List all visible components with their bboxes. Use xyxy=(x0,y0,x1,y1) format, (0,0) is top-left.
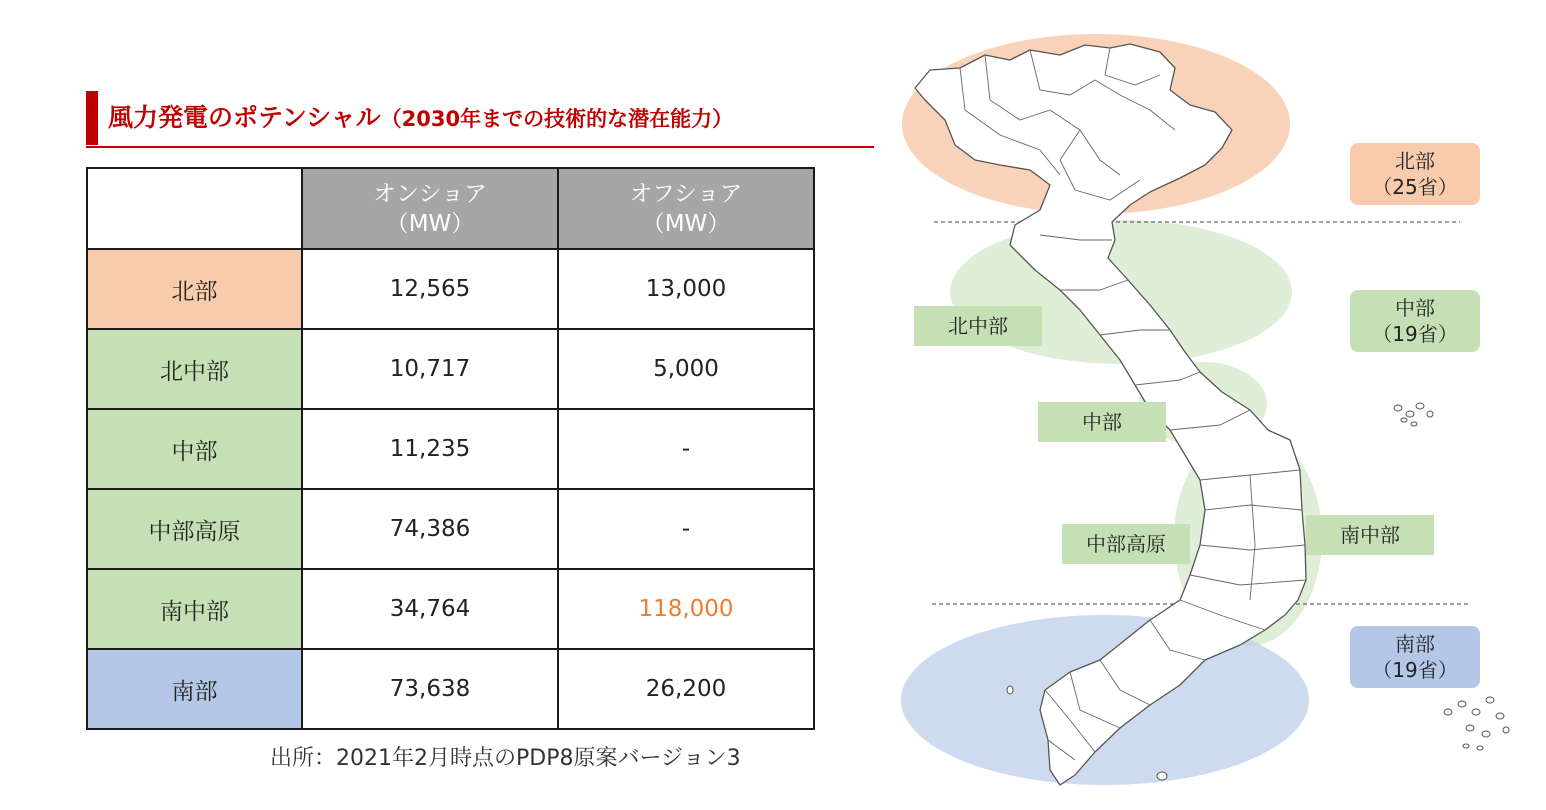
header-offshore-line1: オフショア xyxy=(629,180,743,207)
region-cell: 中部 xyxy=(87,409,302,489)
table-header-row xyxy=(87,168,814,249)
onshore-cell: 11,235 xyxy=(302,409,558,489)
source-note: 出所：2021年2月時点のPDP8原案バージョン3 xyxy=(270,746,741,771)
legend-central xyxy=(1350,290,1480,352)
header-onshore xyxy=(302,168,558,249)
offshore-cell: 13,000 xyxy=(558,249,814,329)
offshore-cell-highlight: 118,000 xyxy=(558,569,814,649)
onshore-cell: 12,565 xyxy=(302,249,558,329)
header-blank-cell xyxy=(87,168,302,249)
region-cell: 北部 xyxy=(87,249,302,329)
legend-north-name: 北部 xyxy=(1395,149,1435,173)
offshore-cell: 26,200 xyxy=(558,649,814,729)
header-offshore-line2: （MW） xyxy=(641,210,731,237)
offshore-cell: 5,000 xyxy=(558,329,814,409)
label-central: 中部 xyxy=(1038,402,1166,442)
label-central-highlands: 中部高原 xyxy=(1062,524,1190,564)
label-south-central: 南中部 xyxy=(1306,515,1434,555)
page-title xyxy=(108,96,733,140)
region-cell: 中部高原 xyxy=(87,489,302,569)
onshore-cell: 34,764 xyxy=(302,569,558,649)
wind-potential-table xyxy=(86,167,815,730)
onshore-cell: 74,386 xyxy=(302,489,558,569)
title-underline xyxy=(86,146,874,148)
legend-north xyxy=(1350,143,1480,205)
title-main: 風力発電のポテンシャル xyxy=(108,103,381,132)
legend-south-count: （19省） xyxy=(1372,658,1458,682)
onshore-cell: 73,638 xyxy=(302,649,558,729)
title-accent-bar xyxy=(86,91,98,145)
header-onshore-line2: （MW） xyxy=(385,210,475,237)
title-subtitle: （2030年までの技術的な潜在能力） xyxy=(380,107,734,131)
legend-south xyxy=(1350,626,1480,688)
legend-north-count: （25省） xyxy=(1372,175,1458,199)
legend-south-name: 南部 xyxy=(1395,632,1435,656)
header-offshore xyxy=(558,168,814,249)
table-row xyxy=(87,329,814,409)
label-north-central: 北中部 xyxy=(914,306,1042,346)
offshore-cell: - xyxy=(558,489,814,569)
vietnam-region-map xyxy=(880,0,1546,810)
table-row xyxy=(87,489,814,569)
table-row xyxy=(87,569,814,649)
onshore-cell: 10,717 xyxy=(302,329,558,409)
region-cell: 南中部 xyxy=(87,569,302,649)
table-row xyxy=(87,649,814,729)
legend-central-count: （19省） xyxy=(1372,322,1458,346)
header-onshore-line1: オンショア xyxy=(373,180,487,207)
legend-central-name: 中部 xyxy=(1395,296,1435,320)
region-cell: 北中部 xyxy=(87,329,302,409)
table-row xyxy=(87,249,814,329)
region-cell: 南部 xyxy=(87,649,302,729)
table-row xyxy=(87,409,814,489)
offshore-cell: - xyxy=(558,409,814,489)
